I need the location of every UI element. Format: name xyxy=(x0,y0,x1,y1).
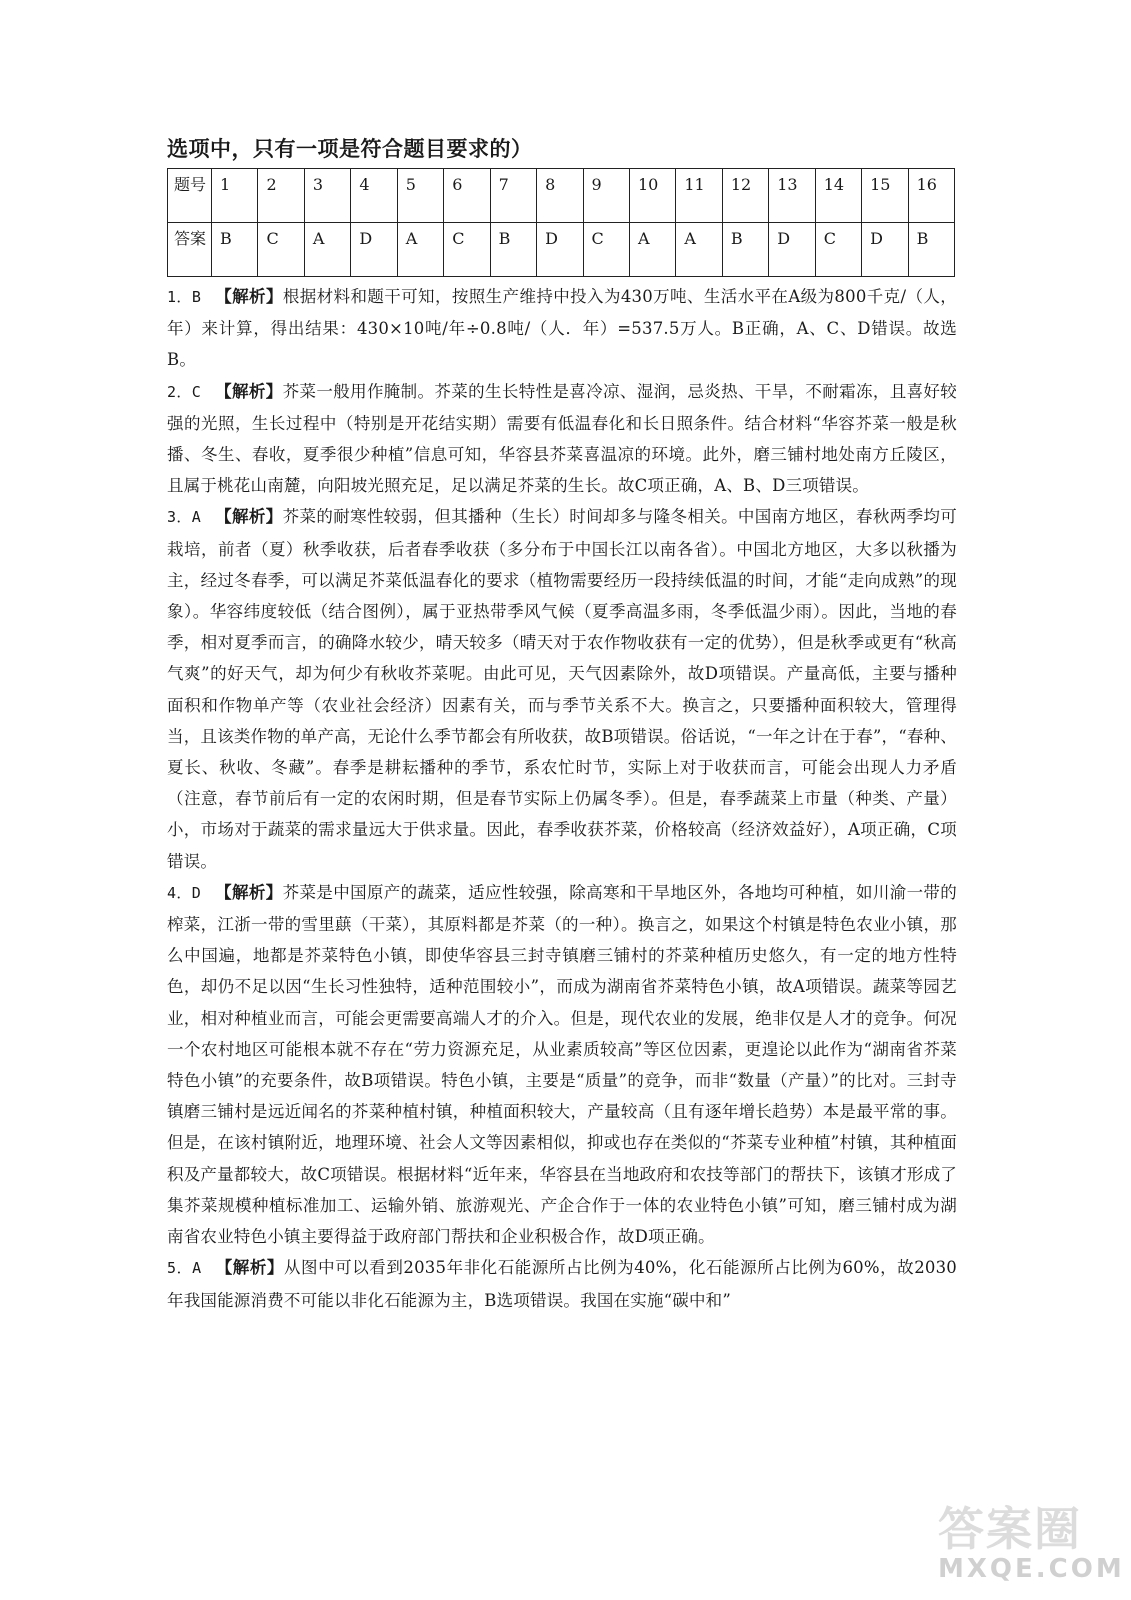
explanation-item xyxy=(167,376,957,502)
explanations xyxy=(167,281,957,1316)
table-cell-answer: D xyxy=(862,223,908,277)
table-row-answers xyxy=(168,223,955,277)
analysis-tag: 【解析】 xyxy=(215,287,283,306)
explanation-item xyxy=(167,501,957,876)
table-cell-answer: C xyxy=(583,223,629,277)
table-cell-answer: A xyxy=(676,223,722,277)
table-cell-answer: A xyxy=(629,223,675,277)
table-cell-answer: C xyxy=(444,223,490,277)
explanation-text: 根据材料和题干可知，按照生产维持中投入为430万吨、生活水平在A级为800千克/（人，年）来计算，得出结果：430×10吨/年÷0.8吨/（人．年）=537.5万人。B正确，A、C、D错误。故选B。 xyxy=(167,287,957,370)
table-cell-question-number: 14 xyxy=(815,169,861,223)
explanation-text: 芥菜是中国原产的蔬菜，适应性较强，除高寒和干旱地区外，各地均可种植，如川渝一带的榨菜，江浙一带的雪里蕻（干菜），其原料都是芥菜（的一种）。换言之，如果这个村镇是特色农业小镇，那么中国遍，地都是芥菜特色小镇，即使华容县三封寺镇磨三铺村的芥菜种植历史悠久，有一定的地方性特色，却仍不足以因“生长习性独特，适种范围较小”，而成为湖南省芥菜特色小镇，故A项错误。蔬菜等园艺业，相对种植业而言，可能会更需要高端人才的介入。但是，现代农业的发展，绝非仅是人才的竞争。何况一个农村地区可能根本就不存在“劳力资源充足，从业素质较高”等区位因素，更遑论以此作为“湖南省芥菜特色小镇”的充要条件，故B项错误。特色小镇，主要是“质量”的竞争，而非“数量（产量）”的比对。三封寺镇磨三铺村是远近闻名的芥菜种植村镇，种植面积较大，产量较高（且有逐年增长趋势）本是最平常的事。但是，在该村镇附近，地理环境、社会人文等因素相似，抑或也存在类似的“芥菜专业种植”村镇，其种植面积及产量都较大，故C项错误。根据材料“近年来，华容县在当地政府和农技等部门的帮扶下，该镇才形成了集芥菜规模种植标准加工、运输外销、旅游观光、产企合作于一体的农业特色小镇”可知，磨三铺村成为湖南省农业特色小镇主要得益于政府部门帮扶和企业积极合作，故D项正确。 xyxy=(167,882,957,1247)
table-cell-question-number: 2 xyxy=(258,169,304,223)
analysis-tag: 【解析】 xyxy=(215,882,283,902)
section-heading: 选项中，只有一项是符合题目要求的） xyxy=(167,137,533,161)
table-cell-question-number: 3 xyxy=(304,169,350,223)
table-cell-question-number: 15 xyxy=(862,169,908,223)
table-cell-question-number: 7 xyxy=(490,169,536,223)
table-cell-question-number: 5 xyxy=(397,169,443,223)
table-cell-question-number: 10 xyxy=(629,169,675,223)
table-cell-question-number: 6 xyxy=(444,169,490,223)
explanation-item xyxy=(167,1252,957,1315)
table-cell-question-number: 12 xyxy=(722,169,768,223)
answer-table xyxy=(167,168,955,277)
explanation-number: 4．D xyxy=(167,883,201,902)
table-cell-question-number: 4 xyxy=(351,169,397,223)
table-cell-question-number: 16 xyxy=(908,169,954,223)
explanation-text: 从图中可以看到2035年非化石能源所占比例为40%，化石能源所占比例为60%，故2030年我国能源消费不可能以非化石能源为主，B选项错误。我国在实施“碳中和” xyxy=(167,1258,957,1310)
table-cell-question-number: 9 xyxy=(583,169,629,223)
table-cell-answer: B xyxy=(908,223,954,277)
table-cell-question-number: 8 xyxy=(537,169,583,223)
explanation-text: 芥菜的耐寒性较弱，但其播种（生长）时间却多与隆冬相关。中国南方地区，春秋两季均可栽培，前者（夏）秋季收获，后者春季收获（多分布于中国长江以南各省）。中国北方地区，大多以秋播为主，经过冬春季，可以满足芥菜低温春化的要求（植物需要经历一段持续低温的时间，才能“走向成熟”的现象）。华容纬度较低（结合图例），属于亚热带季风气候（夏季高温多雨，冬季低温少雨）。因此，当地的春季，相对夏季而言，的确降水较少，晴天较多（晴天对于农作物收获有一定的优势），但是秋季或更有“秋高气爽”的好天气，却为何少有秋收芥菜呢。由此可见，天气因素除外，故D项错误。产量高低，主要与播种面积和作物单产等（农业社会经济）因素有关，而与季节关系不大。换言之，只要播种面积较大，管理得当，且该类作物的单产高，无论什么季节都会有所收获，故B项错误。俗话说，“一年之计在于春”，“春种、夏长、秋收、冬藏”。春季是耕耘播种的季节，系农忙时节，实际上对于收获而言，可能会出现人力矛盾（注意，春节前后有一定的农闲时期，但是春节实际上仍属冬季）。但是，春季蔬菜上市量（种类、产量）小，市场对于蔬菜的需求量远大于供求量。因此，春季收获芥菜，价格较高（经济效益好），A项正确，C项错误。 xyxy=(167,507,957,871)
row-label-answer: 答案 xyxy=(168,223,212,277)
analysis-tag: 【解析】 xyxy=(215,507,283,527)
table-cell-answer: A xyxy=(397,223,443,277)
table-cell-answer: D xyxy=(351,223,397,277)
analysis-tag: 【解析】 xyxy=(215,1258,284,1278)
table-cell-question-number: 13 xyxy=(769,169,815,223)
table-cell-answer: B xyxy=(722,223,768,277)
explanation-text: 芥菜一般用作腌制。芥菜的生长特性是喜冷凉、湿润，忌炎热、干旱，不耐霜冻，且喜好较强的光照，生长过程中（特别是开花结实期）需要有低温春化和长日照条件。结合材料“华容芥菜一般是秋播、冬生、春收，夏季很少种植”信息可知，华容县芥菜喜温凉的环境。此外，磨三铺村地处南方丘陵区，且属于桃花山南麓，向阳坡光照充足，足以满足芥菜的生长。故C项正确，A、B、D三项错误。 xyxy=(167,381,957,496)
table-cell-answer: B xyxy=(212,223,258,277)
explanation-item xyxy=(167,281,957,376)
explanation-number: 1．B xyxy=(167,288,202,306)
table-cell-answer: A xyxy=(304,223,350,277)
explanation-item xyxy=(167,877,957,1252)
table-cell-question-number: 1 xyxy=(212,169,258,223)
row-label-question-number: 题号 xyxy=(168,169,212,223)
table-cell-answer: C xyxy=(258,223,304,277)
explanation-number: 2．C xyxy=(167,382,201,401)
table-row-question-numbers xyxy=(168,169,955,223)
table-cell-answer: B xyxy=(490,223,536,277)
table-cell-answer: D xyxy=(769,223,815,277)
analysis-tag: 【解析】 xyxy=(215,381,283,401)
watermark-logo: 答案圈 xyxy=(938,1502,1082,1556)
explanation-number: 3．A xyxy=(167,508,201,527)
table-cell-answer: D xyxy=(537,223,583,277)
watermark-url: MXQE.COM xyxy=(938,1554,1125,1584)
document-page xyxy=(167,132,957,1316)
table-cell-answer: C xyxy=(815,223,861,277)
explanation-number: 5．A xyxy=(167,1259,202,1278)
table-cell-question-number: 11 xyxy=(676,169,722,223)
watermark xyxy=(938,1502,1125,1584)
